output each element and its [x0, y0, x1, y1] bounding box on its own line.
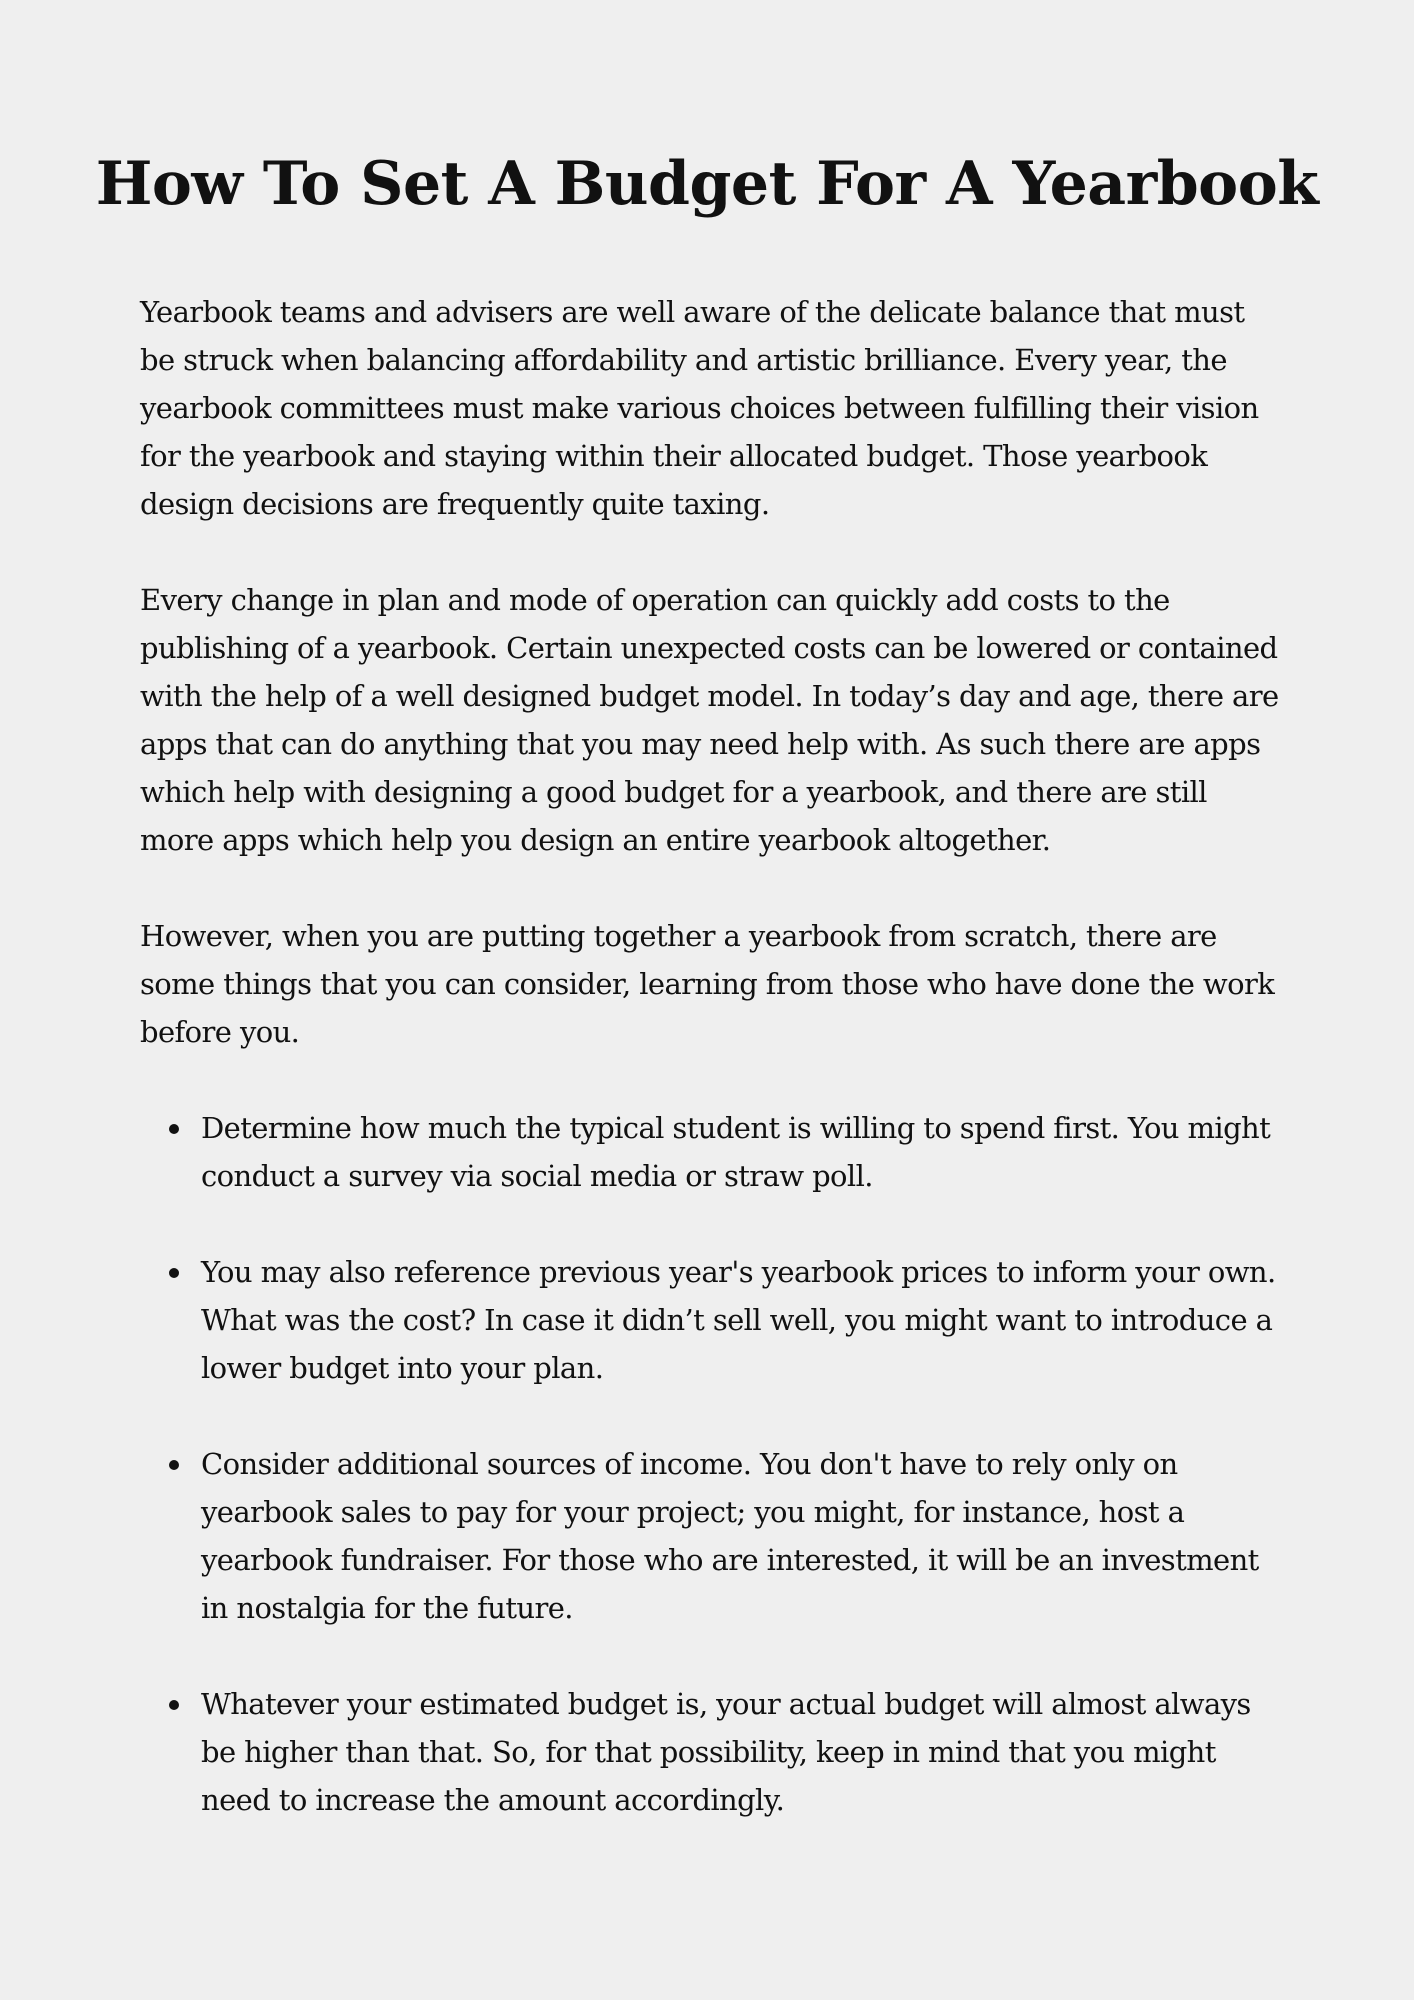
bullet-icon — [169, 1460, 179, 1470]
list-item — [140, 1680, 1280, 1824]
bullet-icon — [169, 1700, 179, 1710]
list-item — [140, 1440, 1280, 1632]
list-item — [140, 1104, 1280, 1200]
tips-list — [140, 1104, 1280, 1824]
article-body — [140, 288, 1280, 1872]
bullet-icon — [169, 1268, 179, 1278]
list-item-text: Determine how much the typical student is willing to spend first. You might conduct a survey via social media or straw poll. — [201, 1111, 1271, 1193]
list-item — [140, 1248, 1280, 1392]
list-item-text: Consider additional sources of income. You don't have to rely only on yearbook sales to pay for your project; you might, for instance, host a yearbook fundraiser. For those who are interested, it will be an investment in nostalgia for the future. — [201, 1447, 1259, 1625]
page-title: How To Set A Budget For A Yearbook — [95, 149, 1319, 219]
bullet-icon — [169, 1124, 179, 1134]
list-item-text: You may also reference previous year's yearbook prices to inform your own. What was the cost? In case it didn’t sell well, you might want to introduce a lower budget into your plan. — [201, 1255, 1276, 1385]
costs-paragraph: Every change in plan and mode of operation can quickly add costs to the publishing of a yearbook. Certain unexpected costs can be lowered or contained with the help of a well designed budget model. In today’s day and age, there are apps that can do anything that you may need help with. As such there are apps which help with designing a good budget for a yearbook, and there are still more apps which help you design an entire yearbook altogether. — [140, 583, 1279, 857]
intro-paragraph: Yearbook teams and advisers are well aware of the delicate balance that must be struck when balancing affordability and artistic brilliance. Every year, the yearbook committees must make various choices between fulfilling their vision for the yearbook and staying within their allocated budget. Those yearbook design decisions are frequently quite taxing. — [140, 295, 1259, 521]
list-item-text: Whatever your estimated budget is, your actual budget will almost always be higher than that. So, for that possibility, keep in mind that you might need to increase the amount accordingly. — [201, 1687, 1251, 1817]
considerations-paragraph: However, when you are putting together a yearbook from scratch, there are some things that you can consider, learning from those who have done the work before you. — [140, 919, 1275, 1049]
